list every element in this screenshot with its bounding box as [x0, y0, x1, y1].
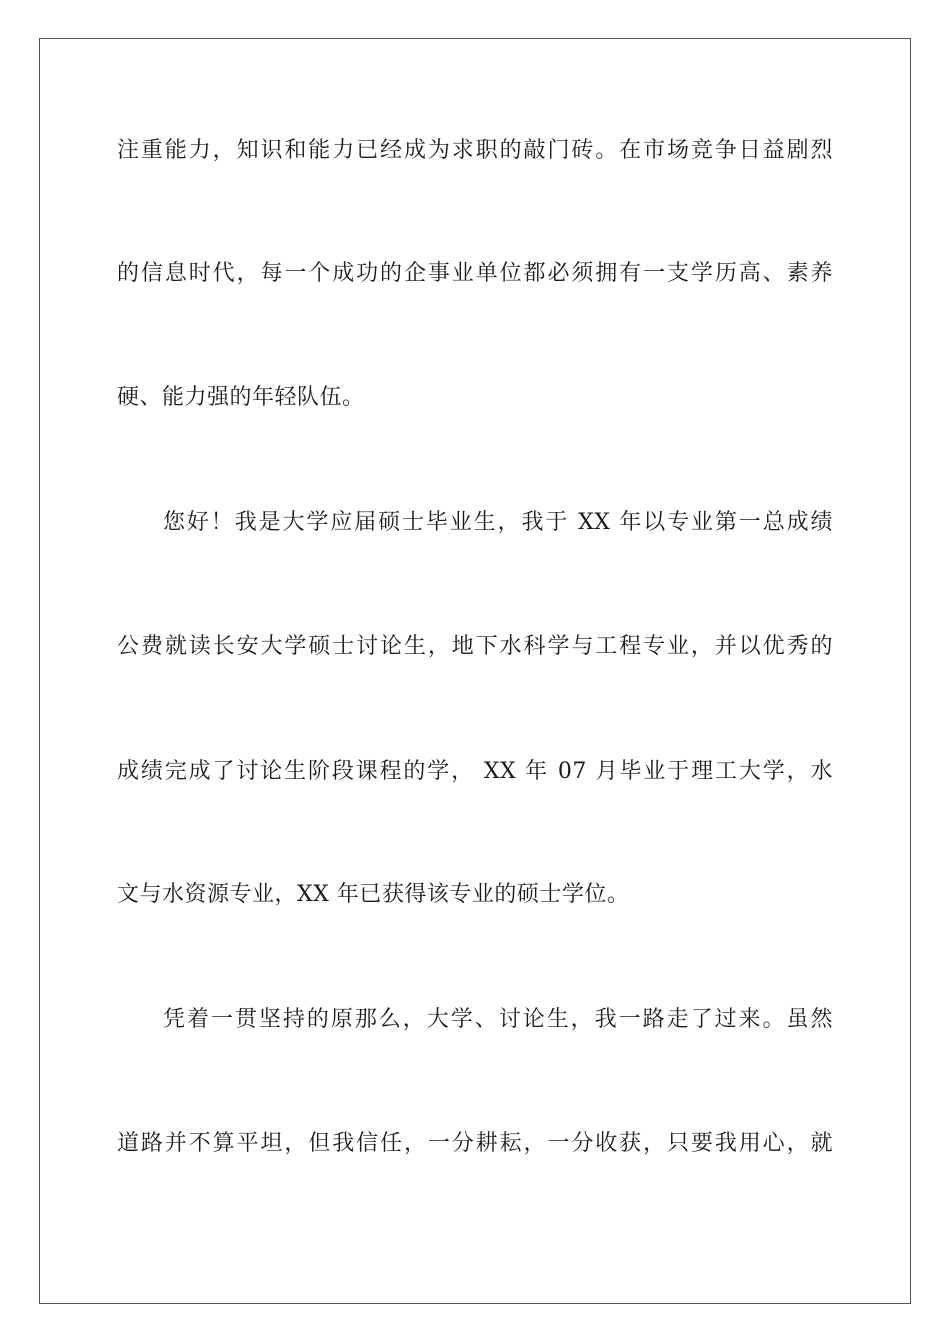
paragraph-2-line-3: 成绩完成了讨论生阶段课程的学， XX 年 07 月毕业于理工大学，水 — [117, 759, 833, 784]
paragraph-1-line-2: 的信息时代，每一个成功的企事业单位都必须拥有一支学历高、素养 — [117, 261, 833, 286]
paragraph-2-line-4: 文与水资源专业，XX 年已获得该专业的硕士学位。 — [117, 882, 630, 907]
paragraph-2-line-2: 公费就读长安大学硕士讨论生，地下水科学与工程专业，并以优秀的 — [117, 634, 833, 659]
page-border — [39, 38, 911, 1304]
paragraph-1-line-1: 注重能力，知识和能力已经成为求职的敲门砖。在市场竞争日益剧烈 — [117, 138, 833, 163]
paragraph-2-line-1: 您好！我是大学应届硕士毕业生，我于 XX 年以专业第一总成绩 — [163, 510, 833, 535]
paragraph-3-line-1: 凭着一贯坚持的原那么，大学、讨论生，我一路走了过来。虽然 — [163, 1007, 833, 1032]
paragraph-1-line-3: 硬、能力强的年轻队伍。 — [117, 385, 365, 410]
paragraph-3-line-2: 道路并不算平坦，但我信任，一分耕耘，一分收获，只要我用心，就 — [117, 1131, 833, 1156]
